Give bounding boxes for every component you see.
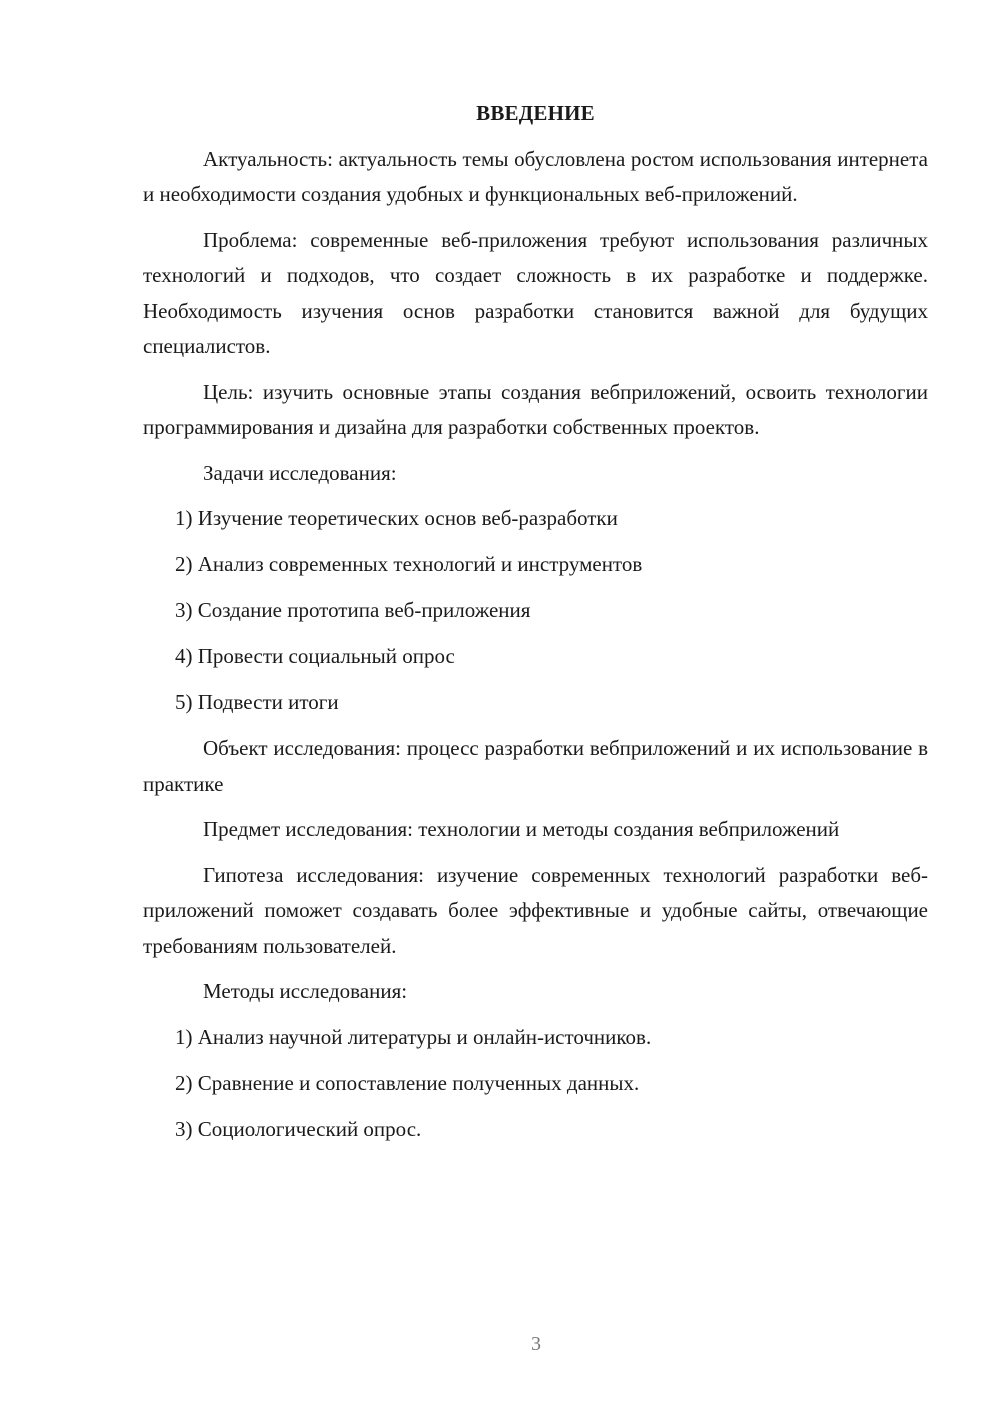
object-paragraph: Объект исследования: процесс разработки вебприложений и их использование в практике [143,736,928,796]
methods-title: Методы исследования: [203,979,408,1003]
tasks-list [143,501,928,721]
section-heading: ВВЕДЕНИЕ [476,101,595,125]
relevance-paragraph: Актуальность: актуальность темы обусловлена ростом использования интернета и необходимости создания удобных и функциональных веб-приложений. [143,146,928,206]
page-content [143,96,928,1158]
tasks-title: Задачи исследования: [203,460,397,485]
list-item: 2) Анализ современных технологий и инструментов [175,552,643,576]
list-item: 5) Подвести итоги [175,690,339,714]
list-item: 2) Сравнение и сопоставление полученных данных. [175,1070,640,1095]
list-item: 3) Социологический опрос. [175,1116,422,1141]
list-item: 1) Изучение теоретических основ веб-разработки [175,506,618,530]
methods-list [143,1020,928,1148]
hypothesis-paragraph: Гипотеза исследования: изучение современных технологий разработки веб-приложений поможет создавать более эффективные и удобные сайты, отвечающие требованиям пользователей. [143,862,928,958]
goal-paragraph: Цель: изучить основные этапы создания вебприложений, освоить технологии программирования и дизайна для разработки собственных проектов. [143,379,928,439]
list-item: 4) Провести социальный опрос [175,644,455,668]
list-item: 1) Анализ научной литературы и онлайн-источников. [175,1024,652,1049]
list-item: 3) Создание прототипа веб-приложения [175,598,531,622]
page-number: 3 [531,1333,541,1355]
problem-paragraph: Проблема: современные веб-приложения требуют использования различных технологий и подходов, что создает сложность в их разработке и поддержке. Необходимость изучения основ разработки становится важной для будущих специалистов. [143,227,928,358]
subject-paragraph: Предмет исследования: технологии и методы создания вебприложений [203,817,840,841]
